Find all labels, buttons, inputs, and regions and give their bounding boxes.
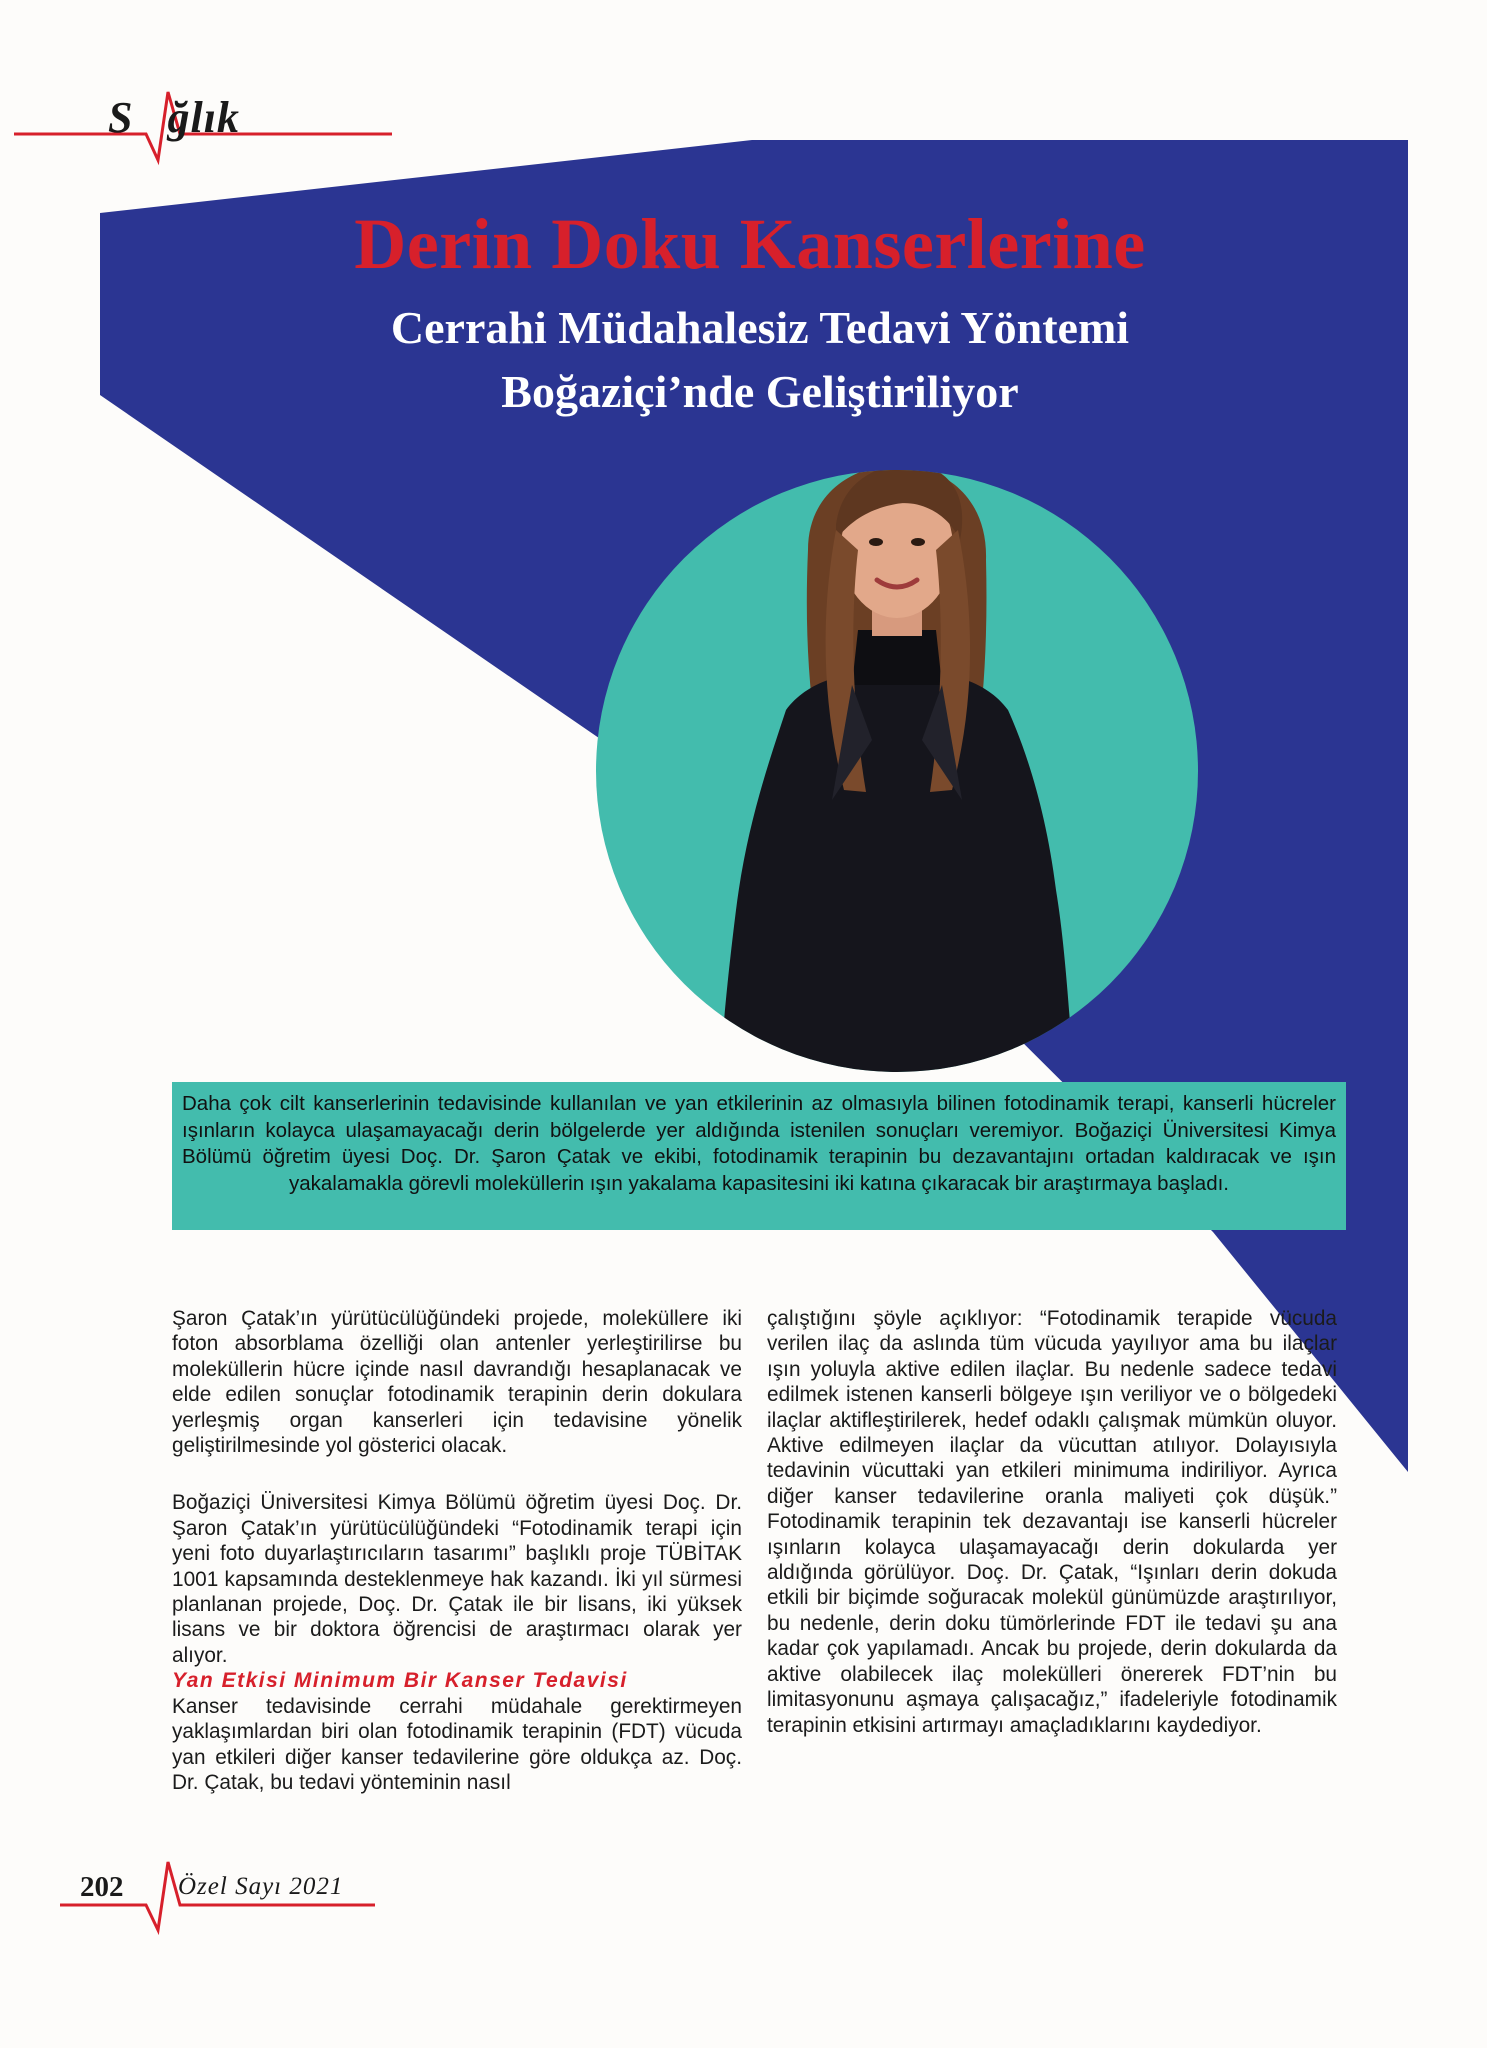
body-paragraph-2: Boğaziçi Üniversitesi Kimya Bölümü öğretim üyesi Doç. Dr. Şaron Çatak’ın yürütücülüğündeki “Fotodinamik terapi için yeni foto duyarlaştırıcıların tasarımı” başlıklı proje TÜBİTAK 1001 kapsamında desteklenmeye hak kazandı. İki yıl sürmesi planlanan projede, Doç. Dr. Çatak ile bir lisans, iki yüksek lisans ve bir doktora öğrencisi de araştırmacı olarak yer alıyor. <box>172 1491 742 1667</box>
summary-text: Daha çok cilt kanserlerinin tedavisinde kullanılan ve yan etkilerinin az olmasıyla bilinen fotodinamik terapi, kanserli hücreler ışınların kolayca ulaşamayacağı derin bölgelerde yer aldığında istenilen sonuçları veremiyor. Boğaziçi Üniversitesi Kimya Bölümü öğretim üyesi Doç. Dr. Şaron Çatak ve ekibi, fotodinamik terapinin bu dezavantajını ortadan kaldıracak ve ışın yakalamakla görevli moleküllerin ışın yakalama kapasitesini iki katına çıkaracak bir araştırmaya başladı. <box>182 1092 1336 1195</box>
article-subtitle <box>140 296 1380 424</box>
subtitle-line-2: Boğaziçi’nde Geliştiriliyor <box>501 366 1019 417</box>
body-paragraph-3: Kanser tedavisinde cerrahi müdahale gerektirmeyen yaklaşımlardan biri olan fotodinamik terapinin (FDT) vücuda yan etkileri diğer kanser tedavilerine göre oldukça az. Doç. Dr. Çatak, bu tedavi yönteminin nasıl <box>172 1694 742 1794</box>
section-subheading: Yan Etkisi Minimum Bir Kanser Tedavisi <box>172 1669 628 1693</box>
issue-label: Özel Sayı 2021 <box>178 1873 344 1900</box>
section-label <box>108 92 240 143</box>
body-column-right <box>767 1306 1337 1738</box>
body-paragraph-4: çalıştığını şöyle açıklıyor: “Fotodinamik terapide vücuda verilen ilaç da aslında tüm vücuda yayılıyor ama bu ilaçlar ışın yoluyla aktive edilen ilaçlar. Bu nedenle sadece tedavi edilmek istenen kanserli bölgeye ışın veriliyor ve o bölgedeki ilaçlar aktifleştirilerek, hedef odaklı çalışmak mümkün oluyor. Aktive edilmeyen ilaçlar da vücuttan atılıyor. Dolayısıyla tedavinin vücuttaki yan etkileri minimuma indiriliyor. Ayrıca diğer kanser tedavilerine oranla maliyeti çok düşük.” Fotodinamik terapinin tek dezavantajı ise kanserli hücreler ışınların kolayca ulaşamayacağı derin dokularda yer aldığında görülüyor. Doç. Dr. Çatak, “Işınları derin dokuda etkili bir biçimde soğuracak molekül günümüzde araştırılıyor, bu nedenle, derin doku tümörlerinde FDT ile tedavi şu ana kadar çok yapılamadı. Ancak bu projede, derin dokularda da aktive olabilecek ilaç molekülleri önererek FDT’nin bu limitasyonunu aşmaya çalışacağız,” ifadeleriyle fotodinamik terapinin etkisini artırmayı amaçladıklarını kaydediyor. <box>767 1307 1337 1737</box>
section-label-rest: ğlık <box>167 93 240 142</box>
summary-box <box>172 1082 1346 1230</box>
section-label-first: S <box>108 93 134 142</box>
portrait-illustration <box>596 470 1198 1072</box>
body-column-left <box>172 1306 742 1795</box>
subtitle-line-1: Cerrahi Müdahalesiz Tedavi Yöntemi <box>390 302 1130 353</box>
article-title: Derin Doku Kanserlerine <box>354 204 1146 284</box>
page-number: 202 <box>80 1871 124 1903</box>
body-paragraph-1: Şaron Çatak’ın yürütücülüğündeki projede, moleküllere iki foton absorblama özelliği olan antenler yerleştirilirse bu moleküllerin hücre içinde nasıl davrandığı hesaplanacak ve elde edilen sonuçlar fotodinamik terapinin derin dokulara yerleşmiş organ kanserleri için tedavisine yönelik geliştirilmesinde yol gösterici olacak. <box>172 1307 742 1458</box>
portrait-photo <box>596 470 1198 1072</box>
